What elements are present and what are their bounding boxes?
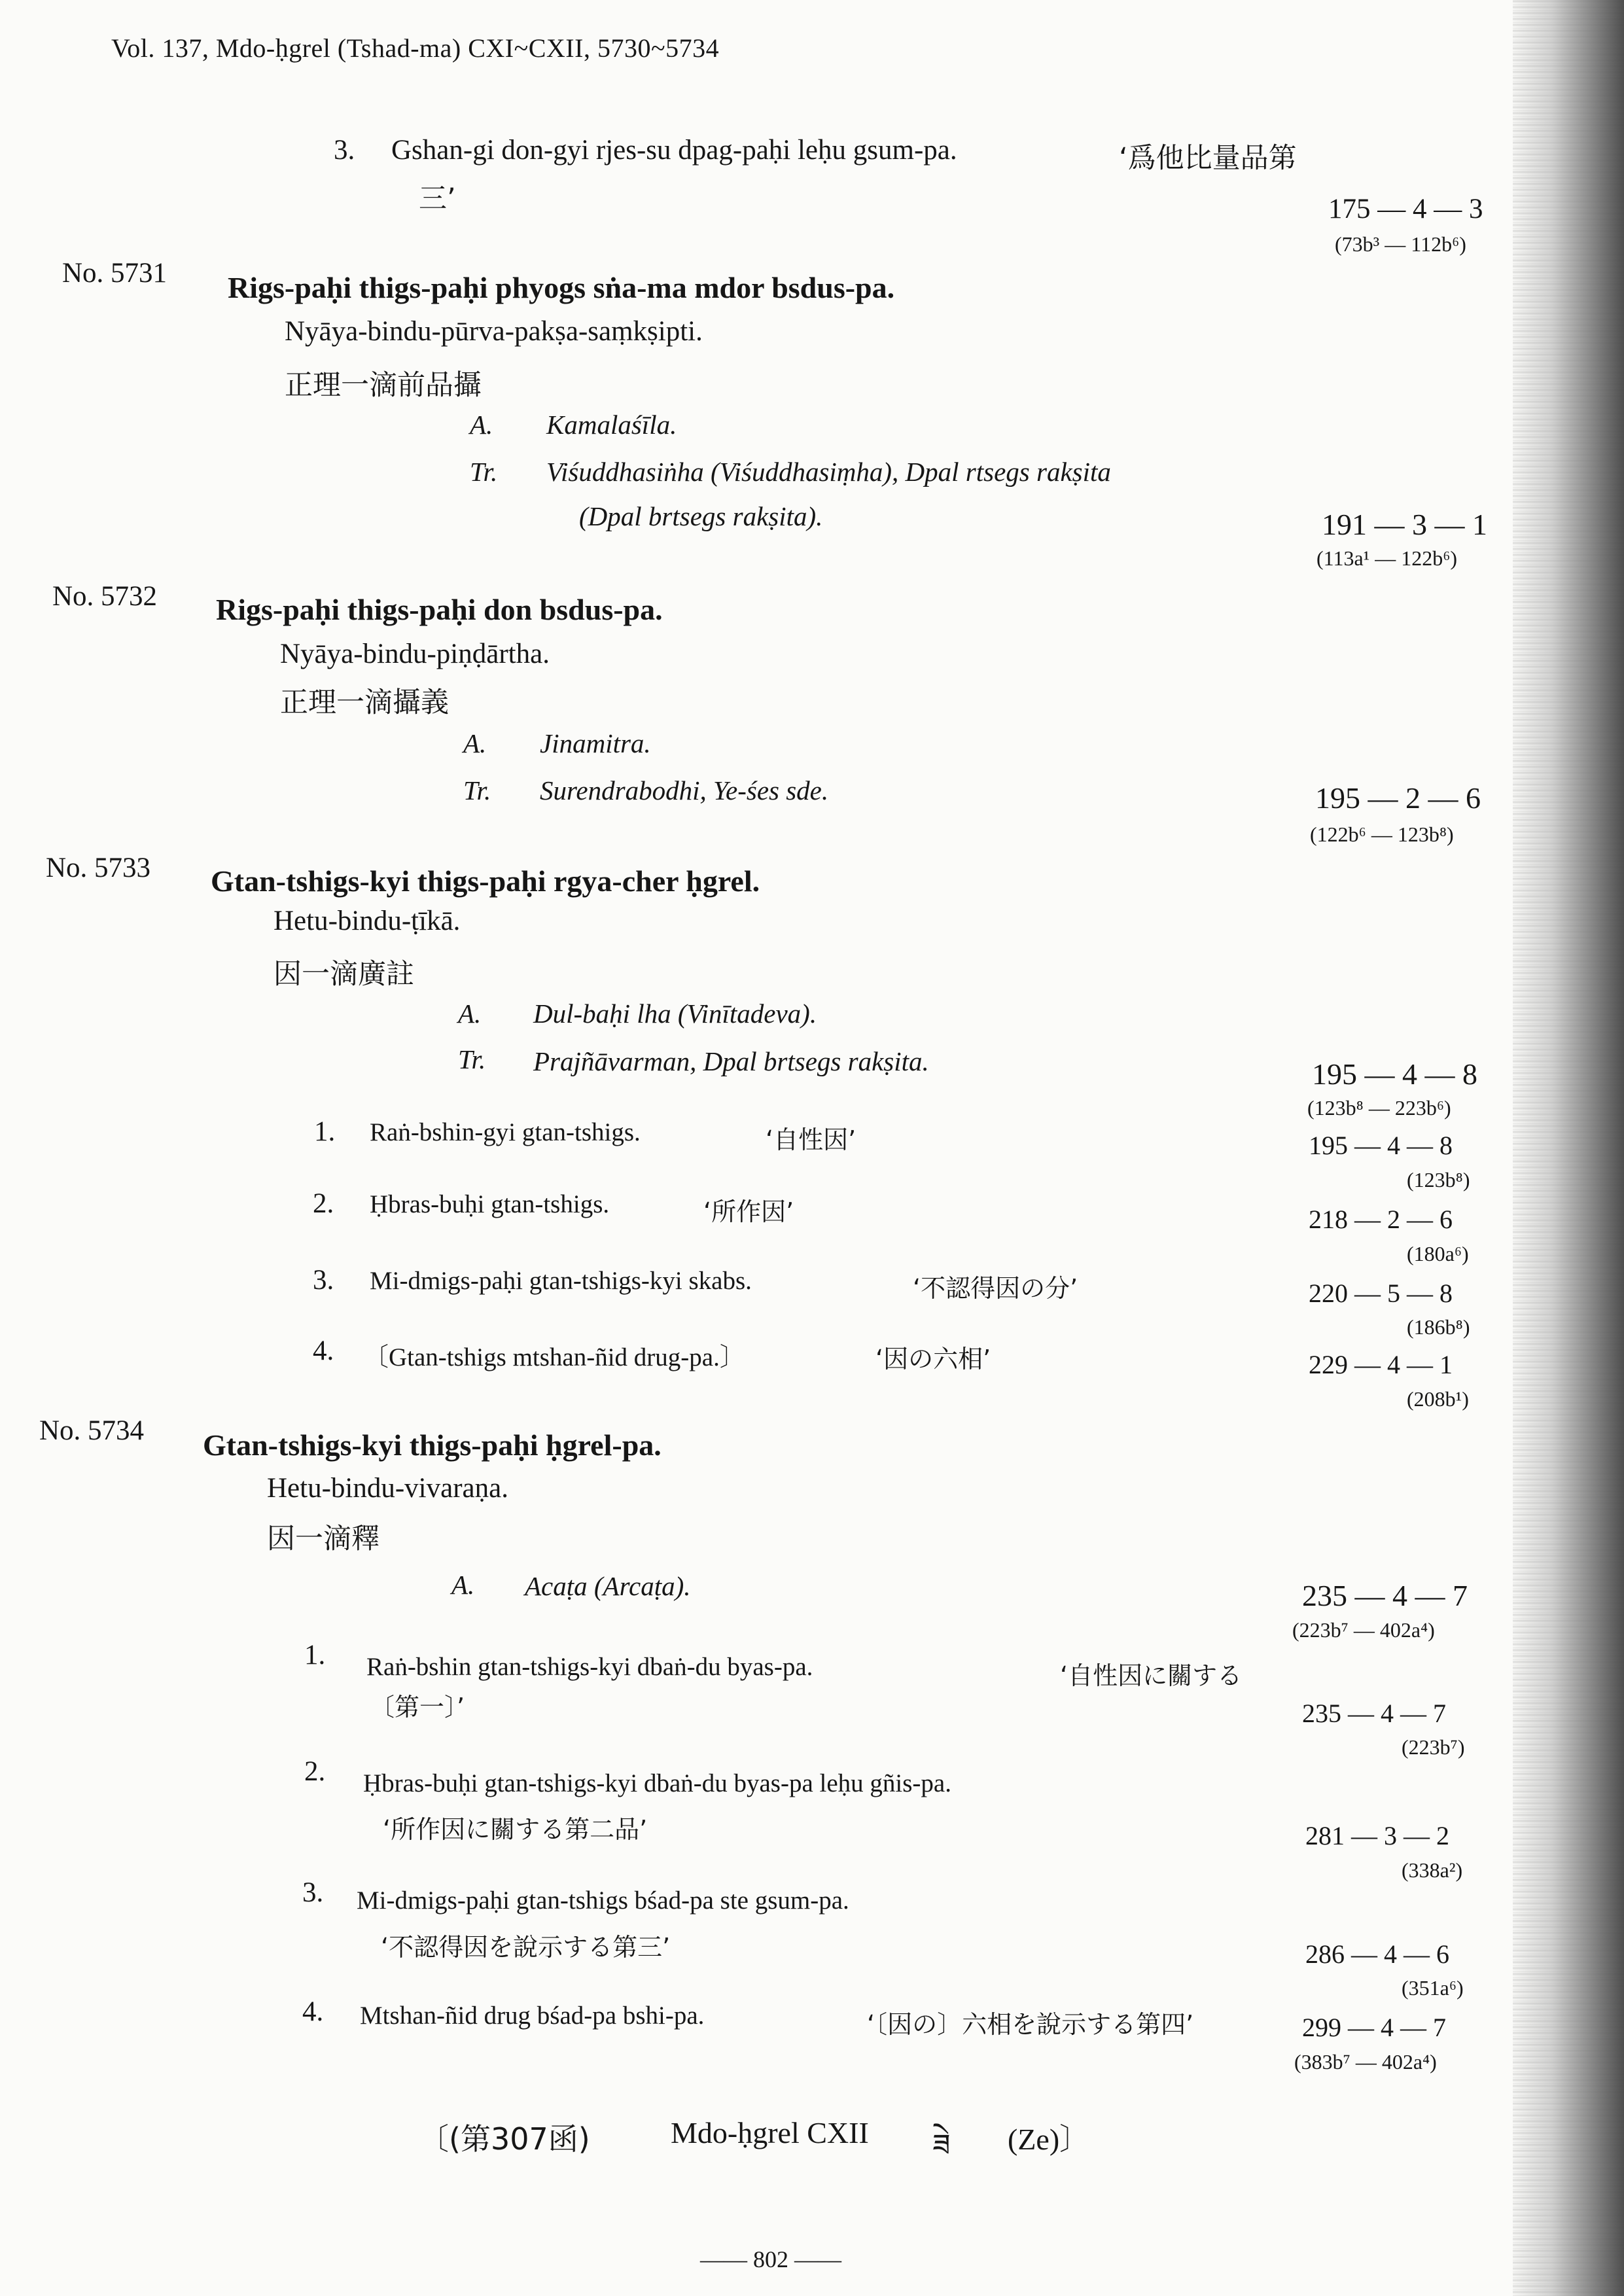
- volume-case-note: 〔(第307函): [419, 2121, 590, 2157]
- entry-title: Rigs-paḥi thigs-paḥi phyogs sṅa-ma mdor bsdus-pa.: [228, 271, 895, 304]
- entry-range: (122b⁶ — 123b⁸): [1310, 822, 1454, 846]
- chapter-number: 4.: [313, 1335, 334, 1366]
- entry-chinese: 因一滴廣註: [274, 958, 414, 991]
- prev-item-chinese: ‘爲他比量品第: [1119, 142, 1297, 175]
- chapter-chinese: ‘所作因に關する第二品’: [383, 1815, 648, 1844]
- tibetan-syllable: ཟེ: [932, 2128, 951, 2162]
- chapter-title: Mi-dmigs-paḥi gtan-tshigs-kyi skabs.: [370, 1267, 752, 1295]
- entry-title: Gtan-tshigs-kyi thigs-paḥi ḥgrel-pa.: [203, 1428, 662, 1462]
- chapter-number: 2.: [304, 1756, 326, 1787]
- entry-chinese: 正理一滴攝義: [280, 686, 449, 719]
- entry-range: (223b⁷ — 402a⁴): [1292, 1618, 1435, 1642]
- entry-range: (113a¹ — 122b⁶): [1316, 546, 1458, 570]
- chapter-range: (180a⁶): [1407, 1242, 1469, 1265]
- chapter-title: Mtshan-ñid drug bśad-pa bshi-pa.: [360, 2002, 705, 2030]
- chapter-number: 2.: [313, 1188, 334, 1219]
- chapter-location: 195 — 4 — 8: [1309, 1131, 1453, 1160]
- chapter-title: Raṅ-bshin gtan-tshigs-kyi dbaṅ-du byas-pa.: [366, 1653, 813, 1681]
- chapter-location: 235 — 4 — 7: [1302, 1699, 1446, 1728]
- scan-binding-edge: [1513, 0, 1624, 2296]
- entry-chinese: 因一滴釋: [267, 1523, 380, 1555]
- chapter-location: 286 — 4 — 6: [1305, 1939, 1449, 1969]
- prev-item-chinese-cont: 三’: [419, 183, 456, 215]
- chapter-title: Raṅ-bshin-gyi gtan-tshigs.: [370, 1118, 641, 1146]
- chapter-chinese: ‘因の六相’: [875, 1345, 991, 1373]
- translator-label: Tr.: [463, 775, 491, 805]
- author-name: Dul-baḥi lha (Vinītadeva).: [533, 998, 817, 1029]
- chapter-title: Mi-dmigs-paḥi gtan-tshigs bśad-pa ste gsum-pa.: [357, 1886, 849, 1915]
- chapter-location: 220 — 5 — 8: [1309, 1279, 1453, 1308]
- volume-series: Mdo-ḥgrel CXII: [671, 2116, 869, 2149]
- author-name: Acaṭa (Arcaṭa).: [525, 1571, 691, 1601]
- chapter-range: (208b¹): [1407, 1387, 1469, 1411]
- author-name: Jinamitra.: [540, 728, 651, 758]
- entry-range: (123b⁸ — 223b⁶): [1307, 1096, 1451, 1120]
- volume-label: (Ze)〕: [1008, 2123, 1090, 2156]
- chapter-title: Ḥbras-buḥi gtan-tshigs.: [370, 1190, 610, 1218]
- chapter-number: 3.: [302, 1877, 324, 1908]
- entry-title: Rigs-paḥi thigs-paḥi don bsdus-pa.: [216, 593, 663, 626]
- chapter-range: (351a⁶): [1402, 1976, 1464, 2000]
- prev-item-location: 175 — 4 — 3: [1328, 194, 1483, 224]
- entry-sanskrit: Hetu-bindu-vivaraṇa.: [267, 1473, 508, 1504]
- chapter-chinese: ‘〔因の〕六相を說示する第四’: [867, 2010, 1194, 2039]
- chapter-range: (186b⁸): [1407, 1315, 1470, 1339]
- chapter-chinese: ‘不認得因の分’: [913, 1274, 1078, 1303]
- page-number: —— 802 ——: [700, 2246, 841, 2272]
- translator-label: Tr.: [470, 457, 498, 487]
- chapter-range: (338a²): [1402, 1858, 1463, 1882]
- author-label: A.: [463, 728, 487, 758]
- entry-number: No. 5731: [62, 258, 168, 289]
- entry-number: No. 5732: [52, 581, 158, 612]
- entry-location: 235 — 4 — 7: [1302, 1579, 1468, 1612]
- entry-number: No. 5734: [39, 1415, 145, 1446]
- chapter-number: 4.: [302, 1996, 324, 2027]
- author-name: Kamalaśīla.: [546, 410, 677, 440]
- chapter-range: (123b⁸): [1407, 1168, 1470, 1192]
- chapter-location: 281 — 3 — 2: [1305, 1821, 1449, 1850]
- chapter-title: Ḥbras-buḥi gtan-tshigs-kyi dbaṅ-du byas-pa leḥu gñis-pa.: [363, 1769, 951, 1797]
- chapter-range: (383b⁷ — 402a⁴): [1294, 2050, 1437, 2074]
- chapter-location: 229 — 4 — 1: [1309, 1350, 1453, 1379]
- chapter-chinese-cont: 〔第一〕’: [370, 1693, 465, 1722]
- chapter-chinese: ‘自性因に關する: [1060, 1661, 1243, 1690]
- entry-chinese: 正理一滴前品攝: [285, 369, 482, 402]
- entry-location: 195 — 4 — 8: [1312, 1057, 1477, 1091]
- translator-names: Viśuddhasiṅha (Viśuddhasiṃha), Dpal rtsegs rakṣita: [546, 457, 1111, 487]
- chapter-range: (223b⁷): [1402, 1735, 1465, 1759]
- entry-location: 195 — 2 — 6: [1315, 781, 1481, 815]
- prev-item-range: (73b³ — 112b⁶): [1335, 232, 1466, 256]
- prev-item-number: 3.: [334, 135, 355, 166]
- chapter-number: 3.: [313, 1265, 334, 1296]
- chapter-title: 〔Gtan-tshigs mtshan-ñid drug-pa.〕: [363, 1343, 745, 1371]
- author-label: A.: [451, 1570, 475, 1600]
- chapter-location: 299 — 4 — 7: [1302, 2013, 1446, 2042]
- translator-label: Tr.: [458, 1044, 486, 1074]
- chapter-location: 218 — 2 — 6: [1309, 1205, 1453, 1234]
- translator-names-cont: (Dpal brtsegs rakṣita).: [579, 501, 823, 531]
- entry-location: 191 — 3 — 1: [1322, 508, 1487, 541]
- chapter-chinese: ‘自性因’: [766, 1125, 856, 1154]
- chapter-number: 1.: [304, 1640, 326, 1670]
- entry-title: Gtan-tshigs-kyi thigs-paḥi rgya-cher ḥgrel.: [211, 864, 760, 898]
- author-label: A.: [458, 998, 482, 1029]
- author-label: A.: [470, 410, 493, 440]
- translator-names: Prajñāvarman, Dpal brtsegs rakṣita.: [533, 1046, 929, 1076]
- entry-sanskrit: Nyāya-bindu-pūrva-pakṣa-saṃkṣipti.: [285, 316, 703, 347]
- running-header: Vol. 137, Mdo-ḥgrel (Tshad-ma) CXI~CXII, 5730~5734: [111, 33, 720, 63]
- entry-sanskrit: Nyāya-bindu-piṇḍārtha.: [280, 639, 550, 669]
- prev-item-title: Gshan-gi don-gyi rjes-su dpag-paḥi leḥu gsum-pa.: [391, 135, 957, 166]
- translator-names: Surendrabodhi, Ye-śes sde.: [540, 775, 829, 805]
- entry-sanskrit: Hetu-bindu-ṭīkā.: [274, 906, 461, 936]
- chapter-chinese: ‘所作因’: [703, 1197, 794, 1226]
- entry-number: No. 5733: [46, 853, 151, 883]
- chapter-number: 1.: [314, 1116, 336, 1147]
- chapter-chinese: ‘不認得因を說示する第三’: [381, 1933, 671, 1962]
